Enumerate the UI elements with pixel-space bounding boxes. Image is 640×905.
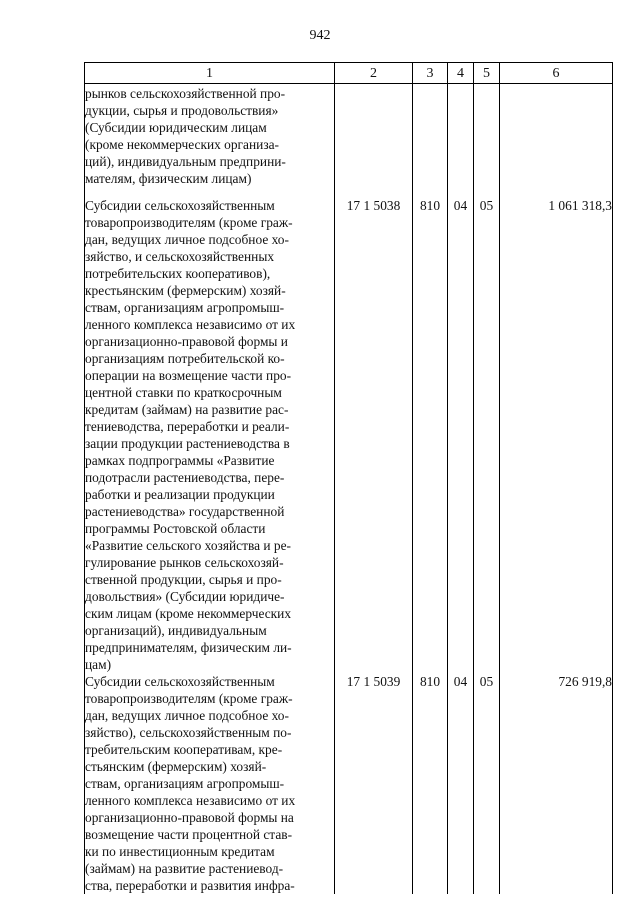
description-line: довольствия» (Субсидии юридиче-	[85, 589, 285, 604]
description-line: гулирование рынков сельскохозяй-	[85, 555, 284, 570]
description-line: подотрасли растениеводства, пере-	[85, 470, 285, 485]
description-line: растениеводства» государственной	[85, 504, 285, 519]
header-col-5: 5	[474, 63, 500, 84]
row-col5: 05	[474, 673, 500, 894]
description-line: ленного комплекса независимо от их	[85, 793, 296, 808]
description-line: (займам) на развитие растениевод-	[85, 861, 284, 876]
row-description	[85, 673, 335, 894]
description-line: организаций), индивидуальным	[85, 623, 267, 638]
row-amount: 726 919,8	[500, 673, 613, 894]
description-line: дан, ведущих личное подсобное хо-	[85, 232, 289, 247]
budget-table	[84, 62, 613, 894]
description-line: потребительских кооперативов),	[85, 266, 271, 281]
header-col-2: 2	[335, 63, 413, 84]
description-line: программы Ростовской области	[85, 521, 266, 536]
description-line: товаропроизводителям (кроме граж-	[85, 691, 293, 706]
description-line: операции на возмещение части про-	[85, 368, 292, 383]
description-line: ственной продукции, сырья и про-	[85, 572, 282, 587]
description-line: работки и реализации продукции	[85, 487, 275, 502]
table-row	[85, 673, 613, 894]
description-line: (кроме некоммерческих организа-	[85, 137, 280, 152]
header-col-1: 1	[85, 63, 335, 84]
row-code: 17 1 5039	[335, 673, 413, 894]
row-description	[85, 84, 335, 198]
description-line: товаропроизводителям (кроме граж-	[85, 215, 293, 230]
row-col3: 810	[413, 673, 448, 894]
description-line: ций), индивидуальным предприни-	[85, 154, 286, 169]
description-line: организационно-правовой формы на	[85, 810, 294, 825]
description-line: организациям потребительской ко-	[85, 351, 285, 366]
description-line: организационно-правовой формы и	[85, 334, 288, 349]
description-line: центной ставки по краткосрочным	[85, 385, 282, 400]
description-line: цам)	[85, 657, 112, 672]
description-line: ства, переработки и развития инфра-	[85, 878, 295, 893]
description-line: тениеводства, переработки и реали-	[85, 419, 290, 434]
page-number: 942	[309, 28, 331, 43]
description-line: ки по инвестиционным кредитам	[85, 844, 275, 859]
header-col-4: 4	[448, 63, 474, 84]
description-line: рынков сельскохозяйственной про-	[85, 86, 286, 101]
header-col-3: 3	[413, 63, 448, 84]
row-col5: 05	[474, 197, 500, 673]
row-col3: 810	[413, 197, 448, 673]
header-col-6: 6	[500, 63, 613, 84]
description-line: ским лицам (кроме некоммерческих	[85, 606, 292, 621]
description-line: Субсидии сельскохозяйственным	[85, 674, 275, 689]
description-line: стьянским (фермерским) хозяй-	[85, 759, 267, 774]
description-line: предпринимателям, физическим ли-	[85, 640, 292, 655]
description-line: (Субсидии юридическим лицам	[85, 120, 267, 135]
row-description	[85, 197, 335, 673]
description-line: зяйство, и сельскохозяйственных	[85, 249, 275, 264]
table-row	[85, 197, 613, 673]
row-col4: 04	[448, 197, 474, 673]
description-line: крестьянским (фермерским) хозяй-	[85, 283, 286, 298]
description-line: дукции, сырья и продовольствия»	[85, 103, 279, 118]
description-line: ленного комплекса независимо от их	[85, 317, 296, 332]
row-col4: 04	[448, 673, 474, 894]
description-line: Субсидии сельскохозяйственным	[85, 198, 275, 213]
header-row	[85, 63, 613, 84]
description-line: дан, ведущих личное подсобное хо-	[85, 708, 289, 723]
description-line: зации продукции растениеводства в	[85, 436, 290, 451]
description-line: требительским кооперативам, кре-	[85, 742, 283, 757]
table-row-continuation	[85, 84, 613, 198]
row-amount: 1 061 318,3	[500, 197, 613, 673]
description-line: ствам, организациям агропромыш-	[85, 776, 285, 791]
description-line: кредитам (займам) на развитие рас-	[85, 402, 289, 417]
description-line: зяйство), сельскохозяйственным по-	[85, 725, 292, 740]
description-line: рамках подпрограммы «Развитие	[85, 453, 275, 468]
description-line: ствам, организациям агропромыш-	[85, 300, 285, 315]
description-line: мателям, физическим лицам)	[85, 171, 252, 186]
description-line: «Развитие сельского хозяйства и ре-	[85, 538, 292, 553]
row-code: 17 1 5038	[335, 197, 413, 673]
description-line: возмещение части процентной став-	[85, 827, 293, 842]
